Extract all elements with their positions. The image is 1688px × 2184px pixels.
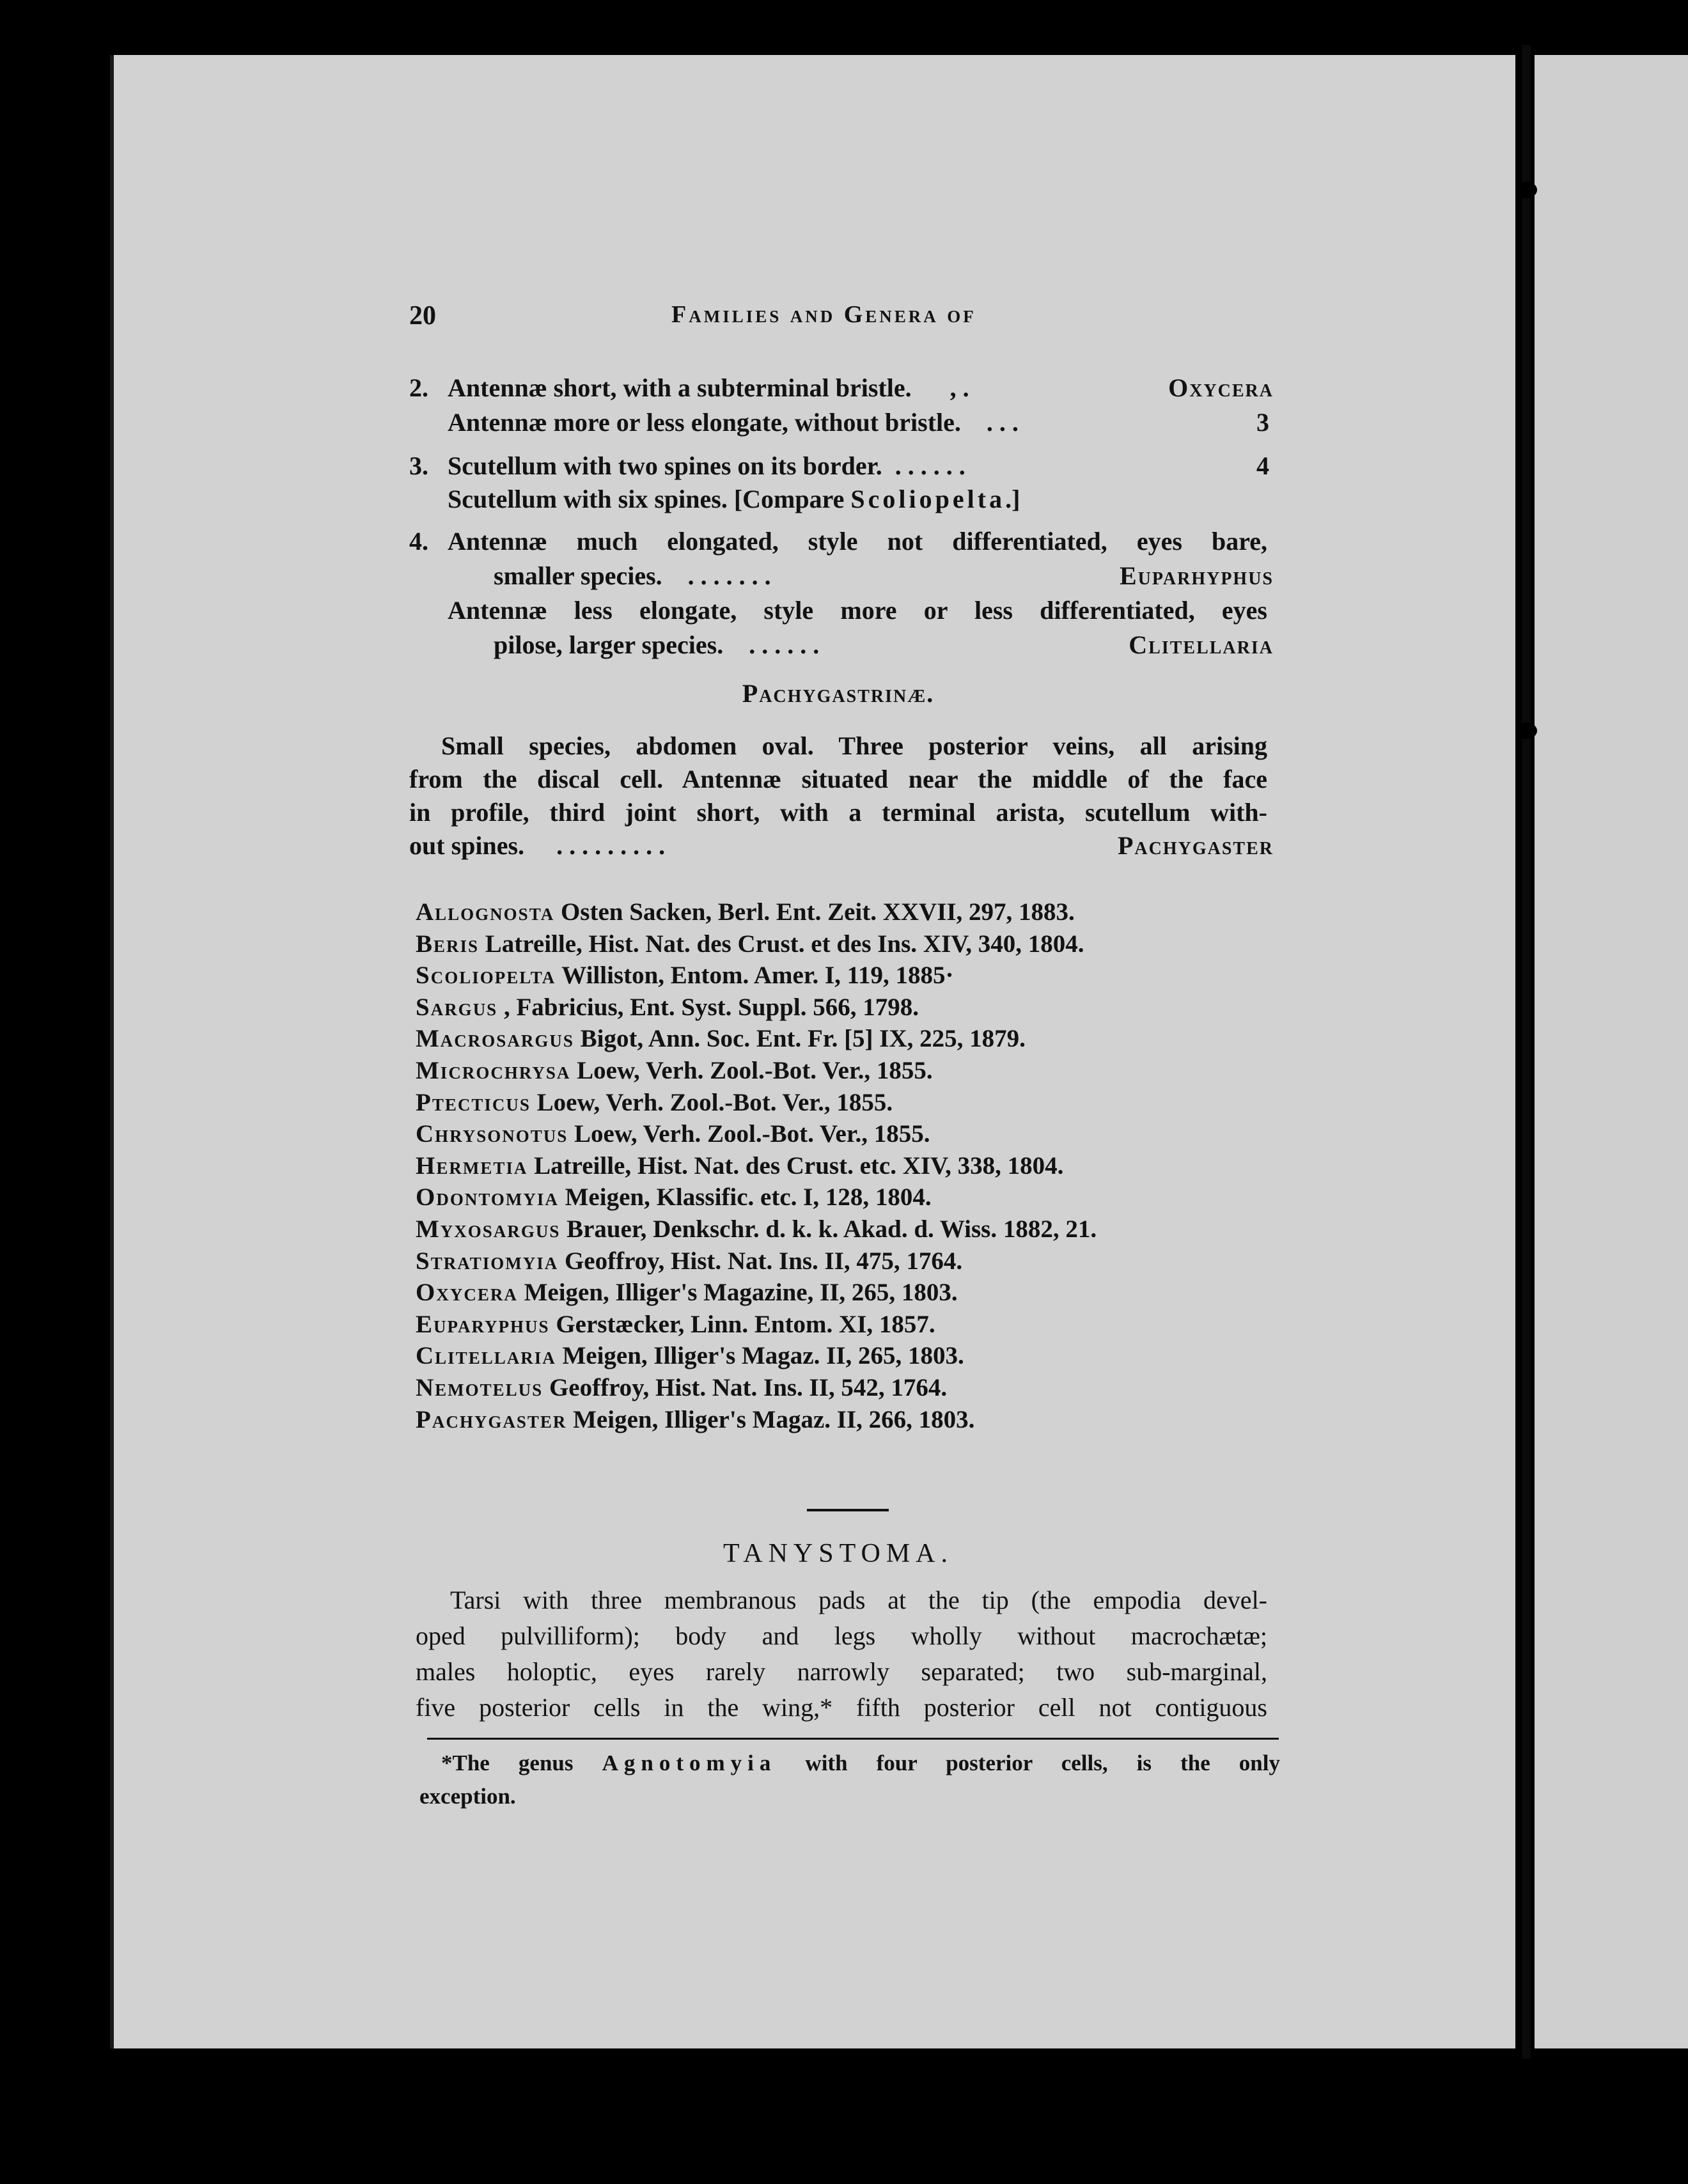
- genus-name: Scoliopelta: [416, 962, 556, 990]
- key-number: 4.: [409, 527, 428, 556]
- reference-entry: [416, 1277, 958, 1308]
- key-number: 3.: [409, 451, 428, 480]
- body-line: five posterior cells in the wing,* fifth posterior cell not contiguous: [416, 1693, 1267, 1722]
- reference-entry: [416, 1118, 930, 1150]
- citation: Meigen, Illiger's Magaz. II, 266, 1803.: [573, 1405, 975, 1433]
- citation: Latreille, Hist. Nat. des Crust. etc. XIV, 338, 1804.: [534, 1151, 1064, 1180]
- reference-entry: [416, 1055, 933, 1086]
- key-entry: Scutellum with six spines. [Compare Scoliopelta.]: [448, 485, 1020, 513]
- leader-dots: . . . . . .: [749, 630, 820, 659]
- key-target: Euparhyphus: [1119, 561, 1274, 590]
- reference-entry: [416, 1150, 1063, 1182]
- genus-name: Pachygaster: [416, 1405, 567, 1433]
- genus-name: Allognosta: [416, 898, 555, 926]
- reference-entry: [416, 960, 954, 991]
- leader-dots: . . . . . . .: [687, 561, 771, 590]
- key-target: Pachygaster: [1117, 831, 1274, 860]
- key-entry: Antennæ more or less elongate, without bristle. . . .: [448, 408, 1019, 437]
- citation: Geoffroy, Hist. Nat. Ins. II, 542, 1764.: [549, 1374, 948, 1401]
- footnote-rule: [427, 1738, 1279, 1740]
- genus-name: Odontomyia: [416, 1183, 559, 1212]
- reference-entry: [416, 1182, 932, 1213]
- genus-name: Macrosargus: [416, 1025, 574, 1053]
- citation: Loew, Verh. Zool.-Bot. Ver., 1855.: [574, 1120, 930, 1148]
- citation: Meigen, Illiger's Magaz. II, 265, 1803.: [562, 1342, 964, 1370]
- section-divider: [807, 1509, 889, 1511]
- binding-mark: [1515, 182, 1537, 198]
- genus-name: Scoliopelta: [850, 485, 1006, 513]
- genus-name: Sargus: [416, 993, 498, 1021]
- page-number: 20: [409, 301, 436, 331]
- description-line: from the discal cell. Antennæ situated near the middle of the face: [409, 765, 1267, 793]
- genus-name: Myxosargus: [416, 1215, 561, 1243]
- description-line: in profile, third joint short, with a terminal arista, scutellum with-: [409, 798, 1267, 827]
- body-line: oped pulvilliform); body and legs wholly without macrochætæ;: [416, 1621, 1267, 1650]
- footnote: *The genus Agnotomyia with four posterior cells, is the only: [441, 1751, 1280, 1775]
- key-target: Oxycera: [1168, 373, 1274, 402]
- citation: Meigen, Illiger's Magazine, II, 265, 1803.: [524, 1279, 958, 1307]
- citation: Geoffroy, Hist. Nat. Ins. II, 475, 1764.: [564, 1247, 963, 1275]
- key-target: 3: [1256, 408, 1269, 437]
- reference-entry: [416, 1340, 964, 1371]
- body-line: males holoptic, eyes rarely narrowly separated; two sub-marginal,: [416, 1657, 1267, 1686]
- leader-dots: . . . . . .: [895, 451, 965, 480]
- facing-page-edge: [1535, 55, 1688, 2048]
- genus-name: Euparyphus: [416, 1310, 550, 1338]
- genus-name: Oxycera: [416, 1279, 518, 1307]
- reference-entry: [416, 896, 1075, 928]
- genus-name: Agnotomyia: [602, 1751, 777, 1775]
- reference-entry: [416, 1309, 935, 1340]
- key-entry: Scutellum with two spines on its border. . . . . . .: [448, 451, 965, 480]
- reference-entry: [416, 1087, 893, 1118]
- key-entry-cont: pilose, larger species. . . . . . .: [494, 630, 820, 659]
- leader-dots: . . . . . . . . .: [556, 831, 666, 860]
- citation: Osten Sacken, Berl. Ent. Zeit. XXVII, 297, 1883.: [560, 898, 1075, 926]
- genus-name: Chrysonotus: [416, 1120, 568, 1148]
- citation: Loew, Verh. Zool.-Bot. Ver., 1855.: [577, 1057, 933, 1084]
- footnote-cont: exception.: [419, 1784, 516, 1809]
- reference-entry: [416, 1372, 947, 1403]
- key-entry: Antennæ less elongate, style more or less differentiated, eyes: [448, 596, 1267, 625]
- key-target: 4: [1256, 451, 1269, 480]
- binding-mark: [1515, 722, 1537, 739]
- page-gutter: [1522, 45, 1531, 2059]
- citation: Brauer, Denkschr. d. k. k. Akad. d. Wiss. 1882, 21.: [567, 1215, 1097, 1243]
- genus-name: Clitellaria: [416, 1342, 556, 1370]
- citation: Williston, Entom. Amer. I, 119, 1885·: [561, 962, 954, 990]
- reference-entry: [416, 1023, 1026, 1054]
- citation: Meigen, Klassific. etc. I, 128, 1804.: [565, 1183, 932, 1212]
- citation: Loew, Verh. Zool.-Bot. Ver., 1855.: [536, 1088, 893, 1116]
- genus-name: Nemotelus: [416, 1374, 543, 1401]
- citation: Latreille, Hist. Nat. des Crust. et des Ins. XIV, 340, 1804.: [485, 930, 1084, 958]
- key-entry-cont: smaller species. . . . . . . .: [494, 561, 771, 590]
- leader-dots: , .: [950, 373, 969, 402]
- reference-entry: [416, 992, 919, 1023]
- footnote-marker: *: [441, 1751, 453, 1775]
- citation: Gerstæcker, Linn. Entom. XI, 1857.: [556, 1310, 935, 1338]
- body-line: Tarsi with three membranous pads at the tip (the empodia devel-: [450, 1586, 1267, 1614]
- description-line: out spines. . . . . . . . . .: [409, 831, 666, 860]
- reference-entry: [416, 1245, 962, 1277]
- subfamily-heading: Pachygastrinæ.: [742, 679, 935, 708]
- genus-name: Beris: [416, 930, 480, 958]
- key-target: Clitellaria: [1129, 630, 1274, 659]
- leader-dots: . . .: [986, 408, 1019, 437]
- citation: Bigot, Ann. Soc. Ent. Fr. [5] IX, 225, 1879.: [580, 1025, 1026, 1053]
- genus-name: Ptecticus: [416, 1088, 531, 1116]
- reference-entry: [416, 1404, 974, 1435]
- running-title: Families and Genera of: [671, 301, 976, 328]
- description-line: Small species, abdomen oval. Three posterior veins, all arising: [441, 731, 1267, 760]
- reference-entry: [416, 928, 1084, 960]
- citation: , Fabricius, Ent. Syst. Suppl. 566, 1798.: [503, 993, 919, 1021]
- genus-name: Hermetia: [416, 1151, 528, 1180]
- key-entry: Antennæ short, with a subterminal bristle. , .: [448, 373, 969, 402]
- key-number: 2.: [409, 373, 428, 402]
- key-entry: Antennæ much elongated, style not differentiated, eyes bare,: [448, 527, 1267, 556]
- section-heading: TANYSTOMA.: [723, 1539, 954, 1568]
- genus-name: Microchrysa: [416, 1057, 571, 1084]
- reference-entry: [416, 1213, 1097, 1245]
- genus-name: Stratiomyia: [416, 1247, 559, 1275]
